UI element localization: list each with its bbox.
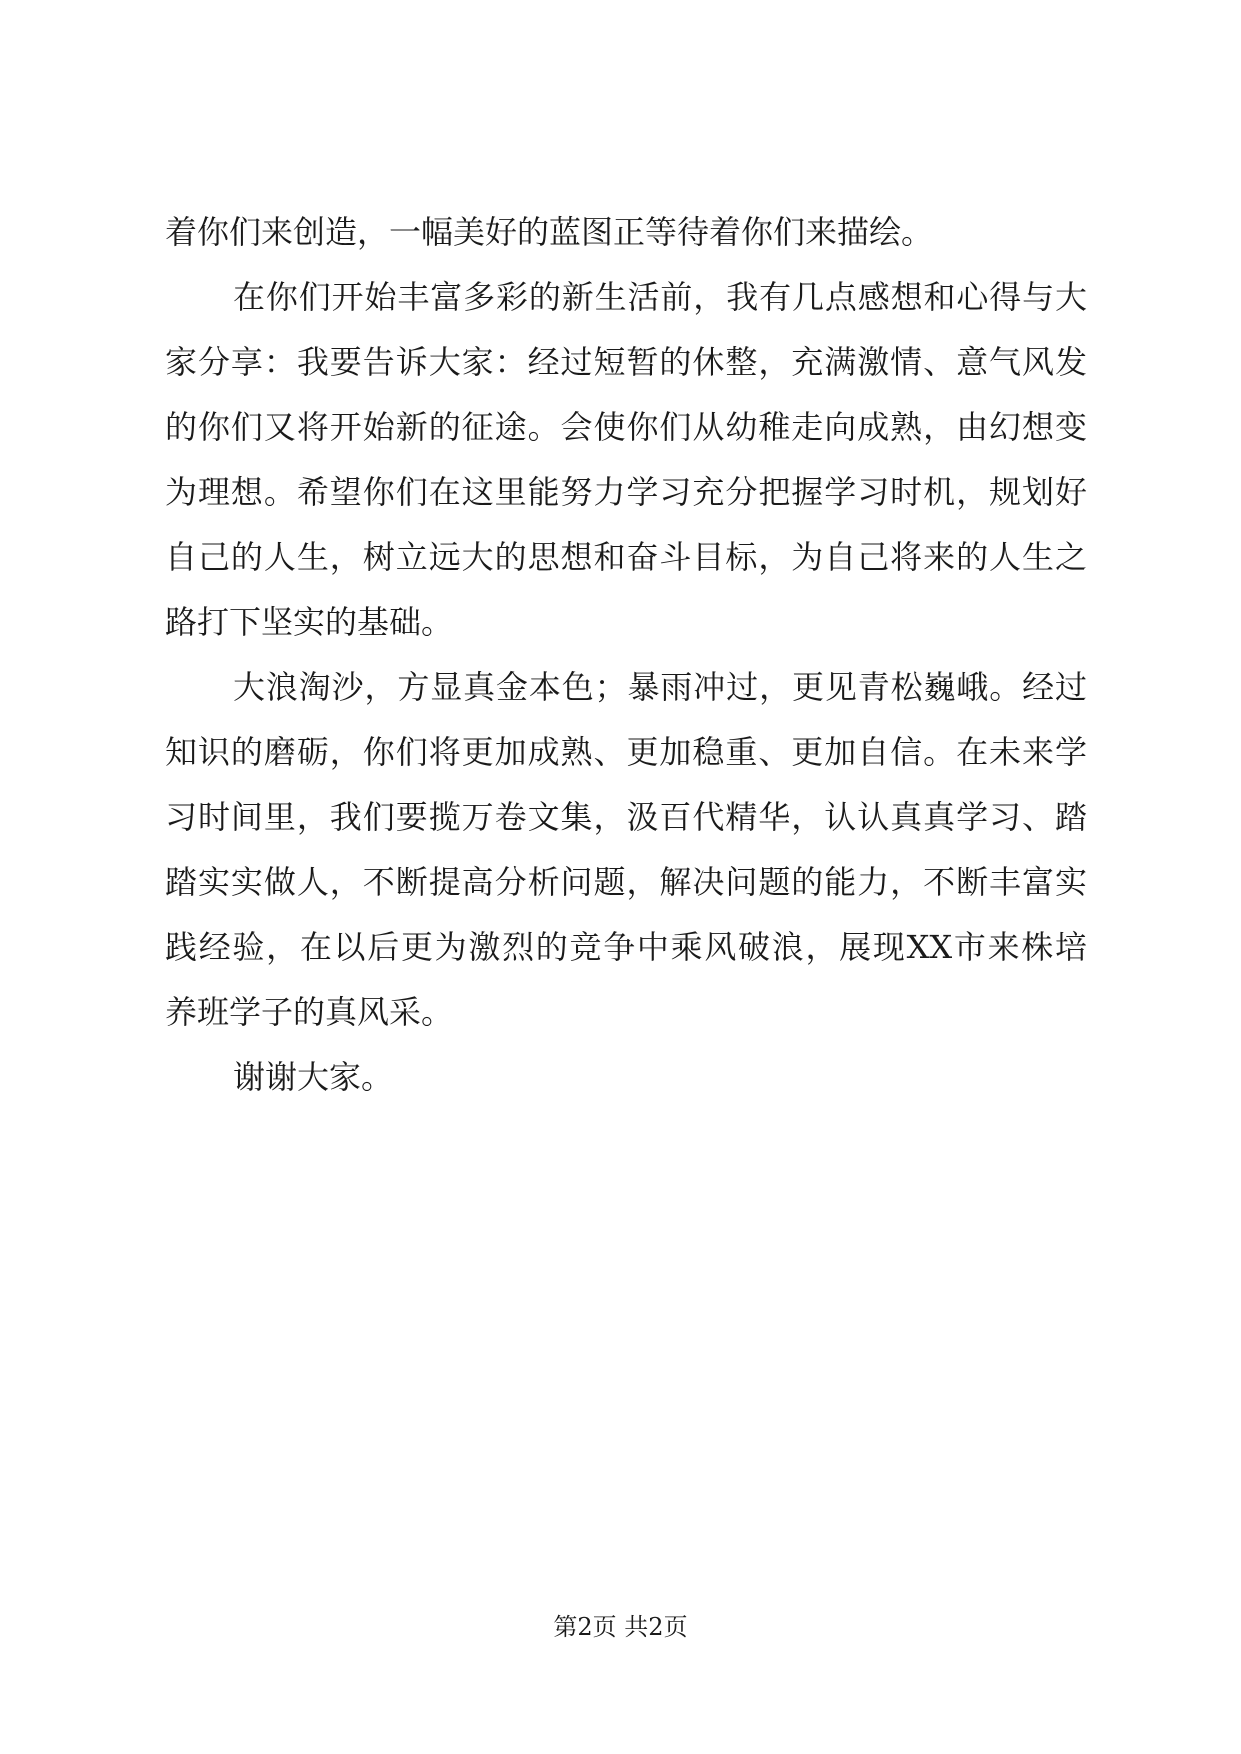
paragraph-line: 着你们来创造，一幅美好的蓝图正等待着你们来描绘。 [165,213,934,251]
paragraph-line: 知识的磨砺，你们将更加成熟、更加稳重、更加自信。在未来学 [165,733,1087,771]
paragraph-line: 自己的人生，树立远大的思想和奋斗目标，为自己将来的人生之 [165,538,1087,576]
paragraph-line: 踏实实做人，不断提高分析问题，解决问题的能力，不断丰富实 [165,863,1087,901]
paragraph-line: 路打下坚实的基础。 [165,603,454,641]
paragraph-line: 践经验，在以后更为激烈的竞争中乘风破浪，展现XX市来株培 [165,928,1087,966]
paragraph-line: 的你们又将开始新的征途。会使你们从幼稚走向成熟，由幻想变 [165,408,1087,446]
paragraph-line: 为理想。希望你们在这里能努力学习充分把握学习时机，规划好 [165,473,1087,511]
page-number-footer: 第2页 共2页 [553,1613,688,1641]
paragraph-line: 家分享：我要告诉大家：经过短暂的休整，充满激情、意气风发 [165,343,1087,381]
document-body [165,200,1087,1110]
paragraph-line: 谢谢大家。 [233,1058,394,1096]
paragraph-line: 在你们开始丰富多彩的新生活前，我有几点感想和心得与大 [233,278,1087,316]
paragraph-line: 大浪淘沙，方显真金本色；暴雨冲过，更见青松巍峨。经过 [233,668,1087,706]
paragraph-line: 养班学子的真风采。 [165,993,454,1031]
paragraph-line: 习时间里，我们要揽万卷文集，汲百代精华，认认真真学习、踏 [165,798,1087,836]
